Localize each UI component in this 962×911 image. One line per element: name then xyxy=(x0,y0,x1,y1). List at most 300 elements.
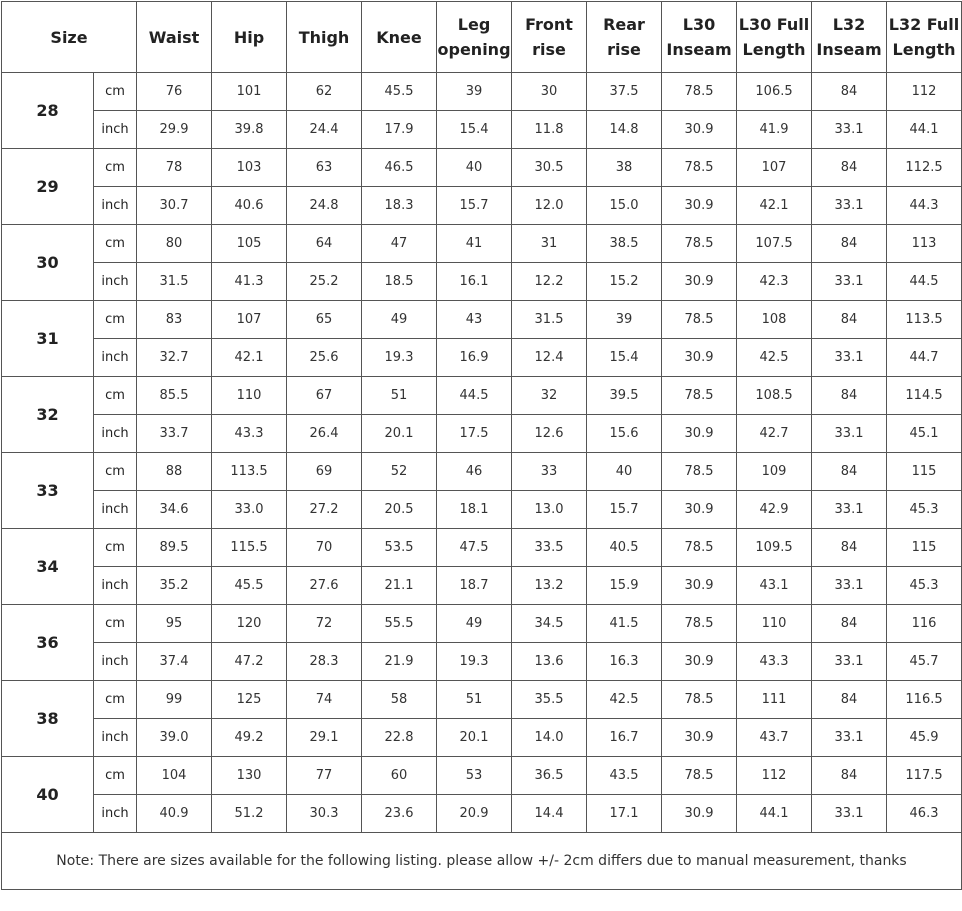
measurement-cell: 12.4 xyxy=(512,339,587,377)
unit-label: cm xyxy=(94,149,137,187)
measurement-cell: 21.1 xyxy=(362,567,437,605)
measurement-cell: 109 xyxy=(737,453,812,491)
table-row xyxy=(2,529,962,567)
measurement-cell: 40.5 xyxy=(587,529,662,567)
measurement-cell: 101 xyxy=(212,73,287,111)
measurement-cell: 84 xyxy=(812,225,887,263)
measurement-cell: 45.5 xyxy=(362,73,437,111)
measurement-cell: 20.5 xyxy=(362,491,437,529)
unit-label: cm xyxy=(94,301,137,339)
unit-label: cm xyxy=(94,225,137,263)
measurement-cell: 33.1 xyxy=(812,491,887,529)
measurement-cell: 69 xyxy=(287,453,362,491)
table-body xyxy=(2,73,962,833)
measurement-cell: 78.5 xyxy=(662,301,737,339)
table-row xyxy=(2,73,962,111)
measurement-cell: 24.4 xyxy=(287,111,362,149)
measurement-cell: 46.3 xyxy=(887,795,962,833)
header-col-3 xyxy=(362,2,437,73)
measurement-cell: 115 xyxy=(887,529,962,567)
measurement-cell: 45.5 xyxy=(212,567,287,605)
measurement-cell: 12.2 xyxy=(512,263,587,301)
measurement-cell: 109.5 xyxy=(737,529,812,567)
measurement-cell: 84 xyxy=(812,73,887,111)
measurement-cell: 28.3 xyxy=(287,643,362,681)
measurement-cell: 19.3 xyxy=(437,643,512,681)
measurement-cell: 44.1 xyxy=(737,795,812,833)
size-label: 38 xyxy=(2,681,94,757)
measurement-cell: 84 xyxy=(812,757,887,795)
measurement-cell: 13.6 xyxy=(512,643,587,681)
measurement-cell: 43.3 xyxy=(737,643,812,681)
measurement-cell: 19.3 xyxy=(362,339,437,377)
measurement-cell: 13.0 xyxy=(512,491,587,529)
measurement-cell: 30.9 xyxy=(662,643,737,681)
header-col-5 xyxy=(512,2,587,73)
measurement-cell: 58 xyxy=(362,681,437,719)
measurement-cell: 112 xyxy=(737,757,812,795)
measurement-cell: 30.9 xyxy=(662,491,737,529)
measurement-cell: 116 xyxy=(887,605,962,643)
measurement-cell: 130 xyxy=(212,757,287,795)
measurement-cell: 12.6 xyxy=(512,415,587,453)
measurement-cell: 33.1 xyxy=(812,643,887,681)
measurement-cell: 41 xyxy=(437,225,512,263)
measurement-cell: 30.9 xyxy=(662,719,737,757)
measurement-cell: 110 xyxy=(737,605,812,643)
measurement-cell: 33.0 xyxy=(212,491,287,529)
measurement-cell: 41.9 xyxy=(737,111,812,149)
measurement-cell: 27.6 xyxy=(287,567,362,605)
measurement-cell: 41.3 xyxy=(212,263,287,301)
measurement-cell: 20.1 xyxy=(362,415,437,453)
measurement-cell: 116.5 xyxy=(887,681,962,719)
size-label: 32 xyxy=(2,377,94,453)
unit-label: inch xyxy=(94,719,137,757)
measurement-cell: 16.9 xyxy=(437,339,512,377)
unit-label: cm xyxy=(94,605,137,643)
measurement-cell: 18.3 xyxy=(362,187,437,225)
unit-label: cm xyxy=(94,757,137,795)
measurement-cell: 15.4 xyxy=(587,339,662,377)
unit-label: inch xyxy=(94,491,137,529)
measurement-cell: 125 xyxy=(212,681,287,719)
measurement-cell: 30.9 xyxy=(662,795,737,833)
measurement-cell: 78.5 xyxy=(662,377,737,415)
measurement-cell: 33.1 xyxy=(812,111,887,149)
measurement-cell: 43 xyxy=(437,301,512,339)
measurement-cell: 47.2 xyxy=(212,643,287,681)
measurement-cell: 15.7 xyxy=(587,491,662,529)
header-col-line: Leg xyxy=(457,15,491,34)
header-col-line: Knee xyxy=(376,27,422,47)
measurement-cell: 49.2 xyxy=(212,719,287,757)
measurement-cell: 18.5 xyxy=(362,263,437,301)
measurement-cell: 23.6 xyxy=(362,795,437,833)
measurement-cell: 45.7 xyxy=(887,643,962,681)
header-col-line: L32 xyxy=(832,15,866,34)
header-col-line: opening xyxy=(437,40,511,59)
measurement-cell: 20.1 xyxy=(437,719,512,757)
measurement-cell: 112.5 xyxy=(887,149,962,187)
measurement-cell: 84 xyxy=(812,453,887,491)
table-row xyxy=(2,339,962,377)
size-label: 34 xyxy=(2,529,94,605)
measurement-cell: 89.5 xyxy=(137,529,212,567)
measurement-cell: 51.2 xyxy=(212,795,287,833)
measurement-cell: 78 xyxy=(137,149,212,187)
measurement-cell: 39.5 xyxy=(587,377,662,415)
measurement-cell: 115 xyxy=(887,453,962,491)
table-row xyxy=(2,149,962,187)
measurement-cell: 84 xyxy=(812,149,887,187)
measurement-cell: 44.1 xyxy=(887,111,962,149)
measurement-cell: 33 xyxy=(512,453,587,491)
measurement-cell: 78.5 xyxy=(662,605,737,643)
unit-label: inch xyxy=(94,567,137,605)
table-row xyxy=(2,491,962,529)
measurement-cell: 108 xyxy=(737,301,812,339)
measurement-cell: 51 xyxy=(362,377,437,415)
measurement-cell: 30.9 xyxy=(662,263,737,301)
measurement-cell: 34.6 xyxy=(137,491,212,529)
measurement-cell: 47 xyxy=(362,225,437,263)
measurement-cell: 42.5 xyxy=(737,339,812,377)
measurement-cell: 43.1 xyxy=(737,567,812,605)
measurement-cell: 51 xyxy=(437,681,512,719)
header-col-0 xyxy=(137,2,212,73)
measurement-cell: 78.5 xyxy=(662,453,737,491)
note-text: Note: There are sizes available for the following listing. please allow +/- 2cm differs due to manual measurement, thanks xyxy=(2,833,962,890)
unit-label: inch xyxy=(94,415,137,453)
unit-label: cm xyxy=(94,453,137,491)
header-col-6 xyxy=(587,2,662,73)
measurement-cell: 108.5 xyxy=(737,377,812,415)
measurement-cell: 30.3 xyxy=(287,795,362,833)
measurement-cell: 38.5 xyxy=(587,225,662,263)
measurement-cell: 33.5 xyxy=(512,529,587,567)
measurement-cell: 15.7 xyxy=(437,187,512,225)
measurement-cell: 15.0 xyxy=(587,187,662,225)
unit-label: inch xyxy=(94,263,137,301)
measurement-cell: 27.2 xyxy=(287,491,362,529)
note-row xyxy=(2,833,962,890)
table-row xyxy=(2,111,962,149)
measurement-cell: 29.9 xyxy=(137,111,212,149)
measurement-cell: 34.5 xyxy=(512,605,587,643)
measurement-cell: 44.7 xyxy=(887,339,962,377)
measurement-cell: 25.2 xyxy=(287,263,362,301)
measurement-cell: 33.1 xyxy=(812,415,887,453)
unit-label: inch xyxy=(94,187,137,225)
measurement-cell: 47.5 xyxy=(437,529,512,567)
measurement-cell: 78.5 xyxy=(662,757,737,795)
measurement-cell: 33.1 xyxy=(812,795,887,833)
header-row xyxy=(2,2,962,73)
measurement-cell: 44.3 xyxy=(887,187,962,225)
header-col-line: Thigh xyxy=(298,27,350,47)
size-label: 33 xyxy=(2,453,94,529)
measurement-cell: 84 xyxy=(812,529,887,567)
measurement-cell: 63 xyxy=(287,149,362,187)
measurement-cell: 11.8 xyxy=(512,111,587,149)
measurement-cell: 55.5 xyxy=(362,605,437,643)
measurement-cell: 40.6 xyxy=(212,187,287,225)
measurement-cell: 14.8 xyxy=(587,111,662,149)
measurement-cell: 33.7 xyxy=(137,415,212,453)
measurement-cell: 24.8 xyxy=(287,187,362,225)
measurement-cell: 107.5 xyxy=(737,225,812,263)
measurement-cell: 15.9 xyxy=(587,567,662,605)
measurement-cell: 103 xyxy=(212,149,287,187)
measurement-cell: 33.1 xyxy=(812,339,887,377)
measurement-cell: 88 xyxy=(137,453,212,491)
table-row xyxy=(2,795,962,833)
measurement-cell: 37.4 xyxy=(137,643,212,681)
measurement-cell: 46 xyxy=(437,453,512,491)
measurement-cell: 62 xyxy=(287,73,362,111)
measurement-cell: 20.9 xyxy=(437,795,512,833)
measurement-cell: 113.5 xyxy=(212,453,287,491)
measurement-cell: 32 xyxy=(512,377,587,415)
measurement-cell: 78.5 xyxy=(662,149,737,187)
measurement-cell: 39 xyxy=(587,301,662,339)
measurement-cell: 84 xyxy=(812,605,887,643)
measurement-cell: 72 xyxy=(287,605,362,643)
measurement-cell: 30.9 xyxy=(662,415,737,453)
table-row xyxy=(2,225,962,263)
measurement-cell: 33.1 xyxy=(812,263,887,301)
measurement-cell: 22.8 xyxy=(362,719,437,757)
measurement-cell: 30.9 xyxy=(662,339,737,377)
measurement-cell: 42.5 xyxy=(587,681,662,719)
table-row xyxy=(2,453,962,491)
header-col-1 xyxy=(212,2,287,73)
measurement-cell: 35.2 xyxy=(137,567,212,605)
measurement-cell: 40 xyxy=(437,149,512,187)
measurement-cell: 14.4 xyxy=(512,795,587,833)
unit-label: cm xyxy=(94,377,137,415)
measurement-cell: 65 xyxy=(287,301,362,339)
measurement-cell: 114.5 xyxy=(887,377,962,415)
measurement-cell: 31.5 xyxy=(137,263,212,301)
measurement-cell: 17.9 xyxy=(362,111,437,149)
measurement-cell: 43.7 xyxy=(737,719,812,757)
measurement-cell: 120 xyxy=(212,605,287,643)
measurement-cell: 16.3 xyxy=(587,643,662,681)
measurement-cell: 49 xyxy=(362,301,437,339)
measurement-cell: 113.5 xyxy=(887,301,962,339)
header-col-4 xyxy=(437,2,512,73)
measurement-cell: 45.3 xyxy=(887,567,962,605)
measurement-cell: 104 xyxy=(137,757,212,795)
measurement-cell: 107 xyxy=(737,149,812,187)
measurement-cell: 44.5 xyxy=(437,377,512,415)
unit-label: inch xyxy=(94,795,137,833)
unit-label: cm xyxy=(94,681,137,719)
measurement-cell: 42.1 xyxy=(737,187,812,225)
measurement-cell: 17.5 xyxy=(437,415,512,453)
measurement-cell: 53.5 xyxy=(362,529,437,567)
measurement-cell: 26.4 xyxy=(287,415,362,453)
measurement-cell: 67 xyxy=(287,377,362,415)
table-row xyxy=(2,187,962,225)
measurement-cell: 33.1 xyxy=(812,187,887,225)
measurement-cell: 105 xyxy=(212,225,287,263)
table-row xyxy=(2,605,962,643)
measurement-cell: 78.5 xyxy=(662,73,737,111)
measurement-cell: 42.3 xyxy=(737,263,812,301)
measurement-cell: 35.5 xyxy=(512,681,587,719)
measurement-cell: 45.9 xyxy=(887,719,962,757)
measurement-cell: 36.5 xyxy=(512,757,587,795)
measurement-cell: 13.2 xyxy=(512,567,587,605)
measurement-cell: 84 xyxy=(812,301,887,339)
unit-label: cm xyxy=(94,73,137,111)
header-col-8 xyxy=(737,2,812,73)
measurement-cell: 15.6 xyxy=(587,415,662,453)
size-chart-table xyxy=(1,1,962,890)
header-col-9 xyxy=(812,2,887,73)
measurement-cell: 42.1 xyxy=(212,339,287,377)
measurement-cell: 17.1 xyxy=(587,795,662,833)
header-col-line: Length xyxy=(742,40,806,59)
measurement-cell: 31 xyxy=(512,225,587,263)
size-label: 31 xyxy=(2,301,94,377)
measurement-cell: 32.7 xyxy=(137,339,212,377)
unit-label: inch xyxy=(94,643,137,681)
measurement-cell: 30.7 xyxy=(137,187,212,225)
measurement-cell: 111 xyxy=(737,681,812,719)
measurement-cell: 80 xyxy=(137,225,212,263)
measurement-cell: 29.1 xyxy=(287,719,362,757)
measurement-cell: 15.2 xyxy=(587,263,662,301)
table-row xyxy=(2,377,962,415)
measurement-cell: 18.7 xyxy=(437,567,512,605)
header-col-7 xyxy=(662,2,737,73)
measurement-cell: 76 xyxy=(137,73,212,111)
unit-label: inch xyxy=(94,111,137,149)
measurement-cell: 43.3 xyxy=(212,415,287,453)
header-col-line: Rear xyxy=(603,15,645,34)
measurement-cell: 30.9 xyxy=(662,567,737,605)
measurement-cell: 53 xyxy=(437,757,512,795)
size-label: 30 xyxy=(2,225,94,301)
measurement-cell: 70 xyxy=(287,529,362,567)
measurement-cell: 33.1 xyxy=(812,719,887,757)
measurement-cell: 43.5 xyxy=(587,757,662,795)
header-col-line: Inseam xyxy=(816,40,882,59)
header-size: Size xyxy=(2,2,137,73)
measurement-cell: 15.4 xyxy=(437,111,512,149)
header-col-line: rise xyxy=(532,40,566,59)
table-row xyxy=(2,567,962,605)
header-col-line: rise xyxy=(607,40,641,59)
measurement-cell: 46.5 xyxy=(362,149,437,187)
measurement-cell: 40 xyxy=(587,453,662,491)
measurement-cell: 78.5 xyxy=(662,529,737,567)
measurement-cell: 33.1 xyxy=(812,567,887,605)
header-col-2 xyxy=(287,2,362,73)
size-label: 29 xyxy=(2,149,94,225)
measurement-cell: 42.9 xyxy=(737,491,812,529)
header-col-line: L30 Full xyxy=(738,15,810,34)
measurement-cell: 74 xyxy=(287,681,362,719)
header-col-line: Hip xyxy=(233,27,265,47)
measurement-cell: 30 xyxy=(512,73,587,111)
measurement-cell: 117.5 xyxy=(887,757,962,795)
measurement-cell: 84 xyxy=(812,377,887,415)
measurement-cell: 39.0 xyxy=(137,719,212,757)
measurement-cell: 84 xyxy=(812,681,887,719)
size-label: 36 xyxy=(2,605,94,681)
measurement-cell: 39.8 xyxy=(212,111,287,149)
measurement-cell: 38 xyxy=(587,149,662,187)
header-col-line: Front xyxy=(525,15,573,34)
measurement-cell: 45.3 xyxy=(887,491,962,529)
measurement-cell: 112 xyxy=(887,73,962,111)
table-row xyxy=(2,643,962,681)
header-col-line: Inseam xyxy=(666,40,732,59)
measurement-cell: 107 xyxy=(212,301,287,339)
measurement-cell: 30.5 xyxy=(512,149,587,187)
measurement-cell: 31.5 xyxy=(512,301,587,339)
measurement-cell: 99 xyxy=(137,681,212,719)
measurement-cell: 14.0 xyxy=(512,719,587,757)
unit-label: inch xyxy=(94,339,137,377)
measurement-cell: 44.5 xyxy=(887,263,962,301)
measurement-cell: 83 xyxy=(137,301,212,339)
header-col-10 xyxy=(887,2,962,73)
table-row xyxy=(2,301,962,339)
table-row xyxy=(2,719,962,757)
table-row xyxy=(2,757,962,795)
measurement-cell: 113 xyxy=(887,225,962,263)
measurement-cell: 78.5 xyxy=(662,225,737,263)
measurement-cell: 30.9 xyxy=(662,187,737,225)
measurement-cell: 60 xyxy=(362,757,437,795)
measurement-cell: 40.9 xyxy=(137,795,212,833)
measurement-cell: 77 xyxy=(287,757,362,795)
measurement-cell: 41.5 xyxy=(587,605,662,643)
measurement-cell: 95 xyxy=(137,605,212,643)
measurement-cell: 18.1 xyxy=(437,491,512,529)
header-col-line: Waist xyxy=(148,27,200,47)
measurement-cell: 85.5 xyxy=(137,377,212,415)
size-label: 40 xyxy=(2,757,94,833)
measurement-cell: 110 xyxy=(212,377,287,415)
measurement-cell: 37.5 xyxy=(587,73,662,111)
measurement-cell: 64 xyxy=(287,225,362,263)
header-col-line: L30 xyxy=(682,15,716,34)
measurement-cell: 45.1 xyxy=(887,415,962,453)
table-row xyxy=(2,415,962,453)
measurement-cell: 52 xyxy=(362,453,437,491)
measurement-cell: 78.5 xyxy=(662,681,737,719)
header-col-line: L32 Full xyxy=(888,15,960,34)
measurement-cell: 16.7 xyxy=(587,719,662,757)
unit-label: cm xyxy=(94,529,137,567)
measurement-cell: 39 xyxy=(437,73,512,111)
measurement-cell: 25.6 xyxy=(287,339,362,377)
measurement-cell: 21.9 xyxy=(362,643,437,681)
measurement-cell: 106.5 xyxy=(737,73,812,111)
measurement-cell: 115.5 xyxy=(212,529,287,567)
measurement-cell: 16.1 xyxy=(437,263,512,301)
measurement-cell: 12.0 xyxy=(512,187,587,225)
size-label: 28 xyxy=(2,73,94,149)
measurement-cell: 30.9 xyxy=(662,111,737,149)
